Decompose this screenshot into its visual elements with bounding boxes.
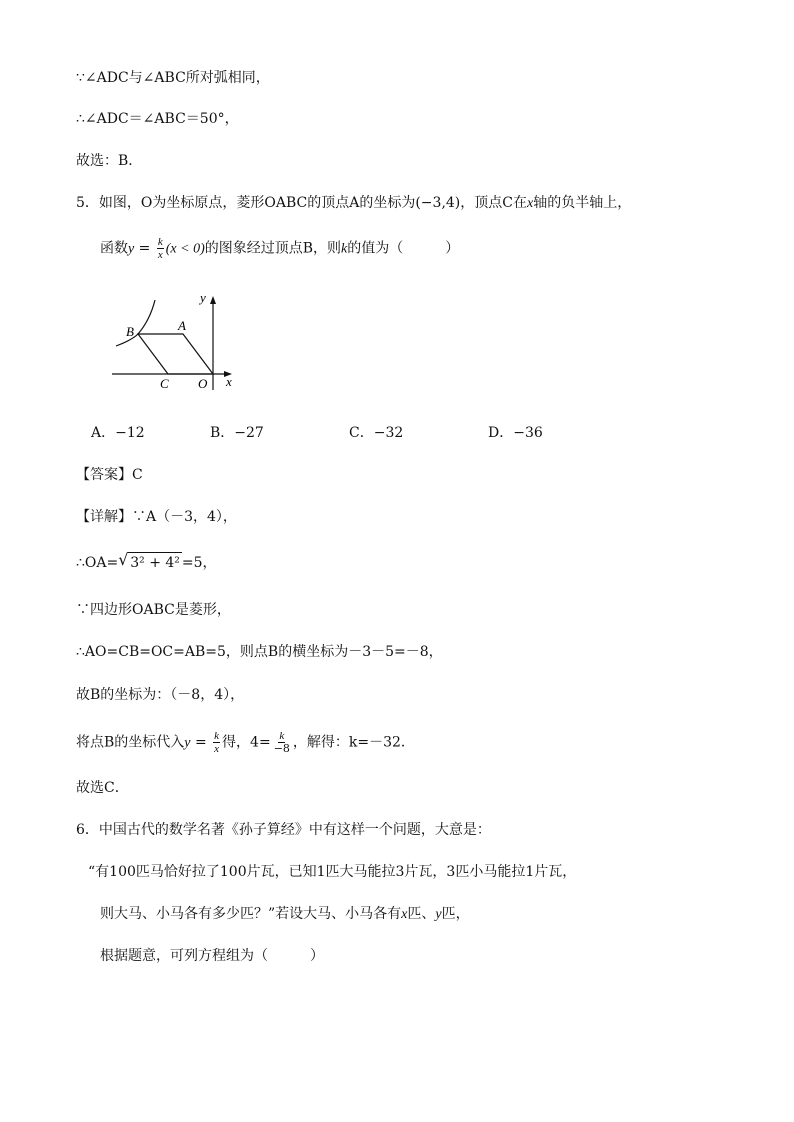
fraction-k-over-x — [157, 236, 164, 261]
label-y: y — [200, 290, 206, 305]
question-5-line-1 — [76, 193, 631, 214]
option-a — [91, 423, 145, 443]
f-text-1: 函数 — [100, 240, 128, 257]
f-text-2: 的图象经过顶点B，则 — [204, 240, 342, 257]
q6c-x: x — [401, 907, 408, 922]
label-b: B — [126, 324, 134, 339]
option-b — [210, 423, 264, 443]
rhombus-figure — [110, 290, 250, 395]
reason-line-1: ∵∠ADC与∠ABC所对弧相同， — [76, 70, 270, 86]
q5-text-b: ，顶点C在 — [460, 195, 527, 211]
conclusion-line: ∴∠ADC＝∠ABC＝50°， — [76, 111, 239, 127]
question-6-line-4: 根据题意，可列方程组为（ ） — [100, 948, 324, 964]
sqrt-expression — [118, 552, 182, 573]
option-d — [488, 423, 543, 443]
option-c-value: −32 — [373, 425, 404, 441]
q6c-y: y — [435, 907, 442, 922]
option-c — [349, 423, 403, 443]
d2-text-a: ∴OA= — [76, 555, 119, 571]
rhombus-oabc — [138, 334, 213, 374]
y-axis-arrow — [210, 296, 216, 304]
question-6-line-3 — [100, 904, 470, 925]
option-a-label: A． — [91, 425, 116, 441]
d6-eq: = — [190, 734, 212, 751]
frac-den: x — [157, 249, 163, 261]
d6-text-b: 得，4= — [222, 734, 271, 751]
detail-line-6 — [76, 730, 415, 755]
detail-line-2 — [76, 552, 217, 573]
hyperbola-curve — [116, 300, 155, 346]
f-eq: = — [134, 240, 155, 257]
q5-x: x — [526, 196, 534, 211]
d6-text-c: ，解得：k=－32． — [292, 734, 415, 751]
option-c-label: C． — [349, 425, 374, 441]
question-5-line-2 — [100, 236, 459, 261]
fraction-k-over-minus-8 — [273, 730, 291, 755]
fraction-k-over-x-2 — [213, 730, 220, 755]
frac3-den: −8 — [273, 742, 290, 755]
detail-line-5: 故B的坐标为：（－8，4）， — [76, 687, 245, 703]
label-c: C — [160, 376, 169, 391]
option-a-value: −12 — [115, 425, 145, 441]
label-o: O — [198, 376, 208, 391]
frac2-den: x — [214, 743, 220, 755]
q5-text-a: 5．如图，O为坐标原点，菱形OABC的顶点A的坐标为 — [76, 195, 416, 211]
option-d-value: −36 — [513, 425, 543, 441]
answer-line: 【答案】C — [76, 467, 143, 483]
q6c-text-a: 则大马、小马各有多少匹？”若设大马、小马各有 — [100, 906, 402, 922]
label-a: A — [178, 318, 186, 333]
d6-text-a: 将点B的坐标代入 — [76, 734, 185, 751]
f-cond: (x < 0) — [165, 241, 205, 257]
f-text-3: 的值为（ ） — [347, 240, 460, 257]
label-x: x — [226, 374, 232, 389]
question-6-line-1: 6．中国古代的数学名著《孙子算经》中有这样一个问题，大意是： — [76, 822, 491, 838]
detail-line-7: 故选C． — [76, 780, 129, 796]
f-y: y — [128, 241, 135, 257]
choice-line: 故选：B． — [76, 153, 143, 169]
radicand: 3² + 4² — [128, 552, 182, 573]
frac2-num: k — [214, 730, 220, 742]
d6-y: y — [184, 735, 191, 751]
frac3-num: k — [279, 730, 285, 742]
q5-coord: (−3,4) — [415, 195, 461, 211]
q5-text-c: 轴的负半轴上， — [533, 195, 632, 211]
d2-text-b: =5， — [181, 555, 217, 571]
f-k: k — [341, 241, 348, 257]
detail-line-4: ∴AO=CB=OC=AB=5，则点B的横坐标为－3－5=－8， — [76, 644, 443, 660]
option-d-label: D． — [488, 425, 514, 441]
option-b-value: −27 — [234, 425, 264, 441]
frac-num: k — [157, 236, 163, 248]
radical-sign: √ — [118, 550, 129, 569]
detail-line-1: 【详解】∵A（－3，4）， — [76, 509, 237, 525]
q6c-text-c: 匹， — [441, 906, 470, 922]
q6c-text-b: 匹、 — [407, 906, 436, 922]
option-b-label: B． — [210, 425, 235, 441]
question-6-line-2: “有100匹马恰好拉了100片瓦，已知1匹大马能拉3片瓦，3匹小马能拉1片瓦， — [88, 864, 577, 880]
detail-line-3: ∵四边形OABC是菱形， — [76, 602, 231, 618]
